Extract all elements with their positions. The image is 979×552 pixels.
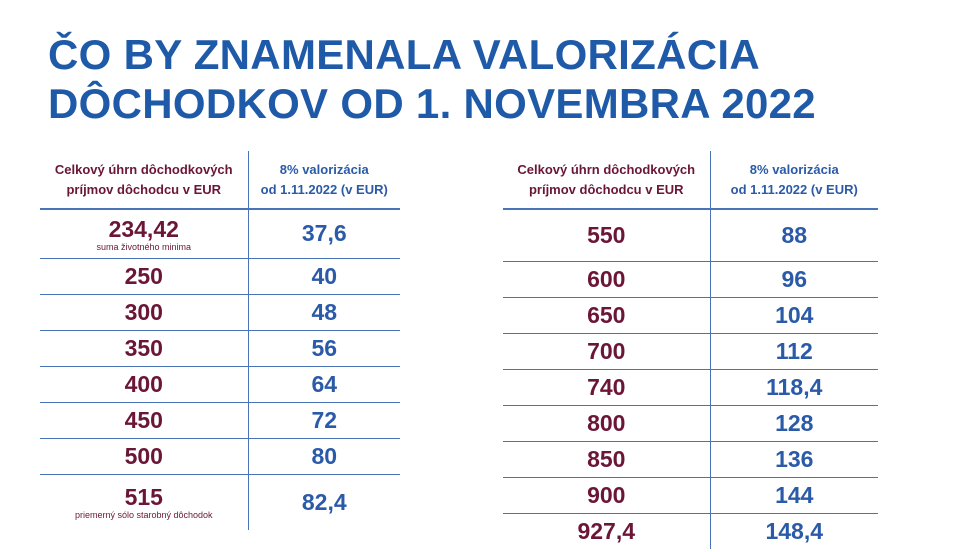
raise-cell: 148,4 — [765, 517, 824, 544]
raise-cell: 64 — [248, 366, 400, 402]
income-header-line-2: príjmov dôchodcu v EUR — [528, 181, 684, 197]
income-cell: 400 — [40, 366, 248, 402]
income-cell — [40, 474, 248, 530]
raise-cell: 37,6 — [248, 209, 400, 258]
raise-column-header — [248, 151, 400, 209]
right-valorization-table — [503, 151, 878, 549]
table-row — [503, 369, 878, 405]
table-row — [40, 294, 400, 330]
page-title-line-2: DÔCHODKOV OD 1. NOVEMBRA 2022 — [48, 80, 816, 127]
income-value: 234,42 — [108, 215, 179, 242]
income-cell: 800 — [503, 405, 710, 441]
raise-cell: 118,4 — [710, 369, 878, 405]
raise-cell: 40 — [248, 258, 400, 294]
table-row — [503, 333, 878, 369]
income-cell — [40, 209, 248, 258]
table-row — [40, 402, 400, 438]
raise-cell: 104 — [710, 297, 878, 333]
table-row — [40, 330, 400, 366]
table-row — [40, 366, 400, 402]
raise-cell: 56 — [248, 330, 400, 366]
income-header-line-1: Celkový úhrn dôchodkových — [54, 161, 233, 177]
income-cell: 500 — [40, 438, 248, 474]
table-row — [40, 258, 400, 294]
raise-header-line-1: 8% valorizácia — [749, 161, 839, 177]
table-header-row — [503, 151, 878, 209]
table-row — [40, 438, 400, 474]
raise-column-header — [710, 151, 878, 209]
table-row — [503, 405, 878, 441]
raise-cell: 48 — [248, 294, 400, 330]
raise-cell: 112 — [710, 333, 878, 369]
table-row — [503, 513, 878, 549]
page-title — [48, 30, 816, 128]
table-row — [503, 441, 878, 477]
table-row — [40, 209, 400, 258]
income-cell: 700 — [503, 333, 710, 369]
income-cell: 927,4 — [503, 513, 710, 549]
income-cell: 650 — [503, 297, 710, 333]
table-row — [503, 261, 878, 297]
table-row — [503, 209, 878, 261]
income-cell: 740 — [503, 369, 710, 405]
raise-cell: 96 — [710, 261, 878, 297]
income-cell: 250 — [40, 258, 248, 294]
raise-cell: 80 — [248, 438, 400, 474]
income-note: suma životného minima — [96, 241, 192, 252]
raise-header-line-2: od 1.11.2022 (v EUR) — [730, 181, 858, 197]
income-cell: 300 — [40, 294, 248, 330]
page-title-line-1: ČO BY ZNAMENALA VALORIZÁCIA — [48, 31, 760, 78]
table-row — [503, 477, 878, 513]
raise-header-line-2: od 1.11.2022 (v EUR) — [260, 181, 388, 197]
left-valorization-table — [40, 151, 400, 530]
income-cell: 600 — [503, 261, 710, 297]
raise-cell: 128 — [710, 405, 878, 441]
raise-cell: 144 — [710, 477, 878, 513]
income-header-line-1: Celkový úhrn dôchodkových — [517, 161, 696, 177]
raise-header-line-1: 8% valorizácia — [279, 161, 369, 177]
income-value: 515 — [124, 484, 163, 511]
raise-cell: 88 — [710, 209, 878, 261]
income-cell: 550 — [503, 209, 710, 261]
income-cell: 900 — [503, 477, 710, 513]
income-column-header — [503, 151, 710, 209]
raise-cell: 82,4 — [301, 488, 347, 515]
income-header-line-2: príjmov dôchodcu v EUR — [66, 181, 222, 197]
table-header-row — [40, 151, 400, 209]
raise-cell: 136 — [710, 441, 878, 477]
table-row — [40, 474, 400, 530]
income-column-header — [40, 151, 248, 209]
income-cell: 350 — [40, 330, 248, 366]
income-cell: 850 — [503, 441, 710, 477]
income-note: priemerný sólo starobný dôchodok — [74, 510, 213, 521]
raise-cell: 72 — [248, 402, 400, 438]
table-row — [503, 297, 878, 333]
income-cell: 450 — [40, 402, 248, 438]
